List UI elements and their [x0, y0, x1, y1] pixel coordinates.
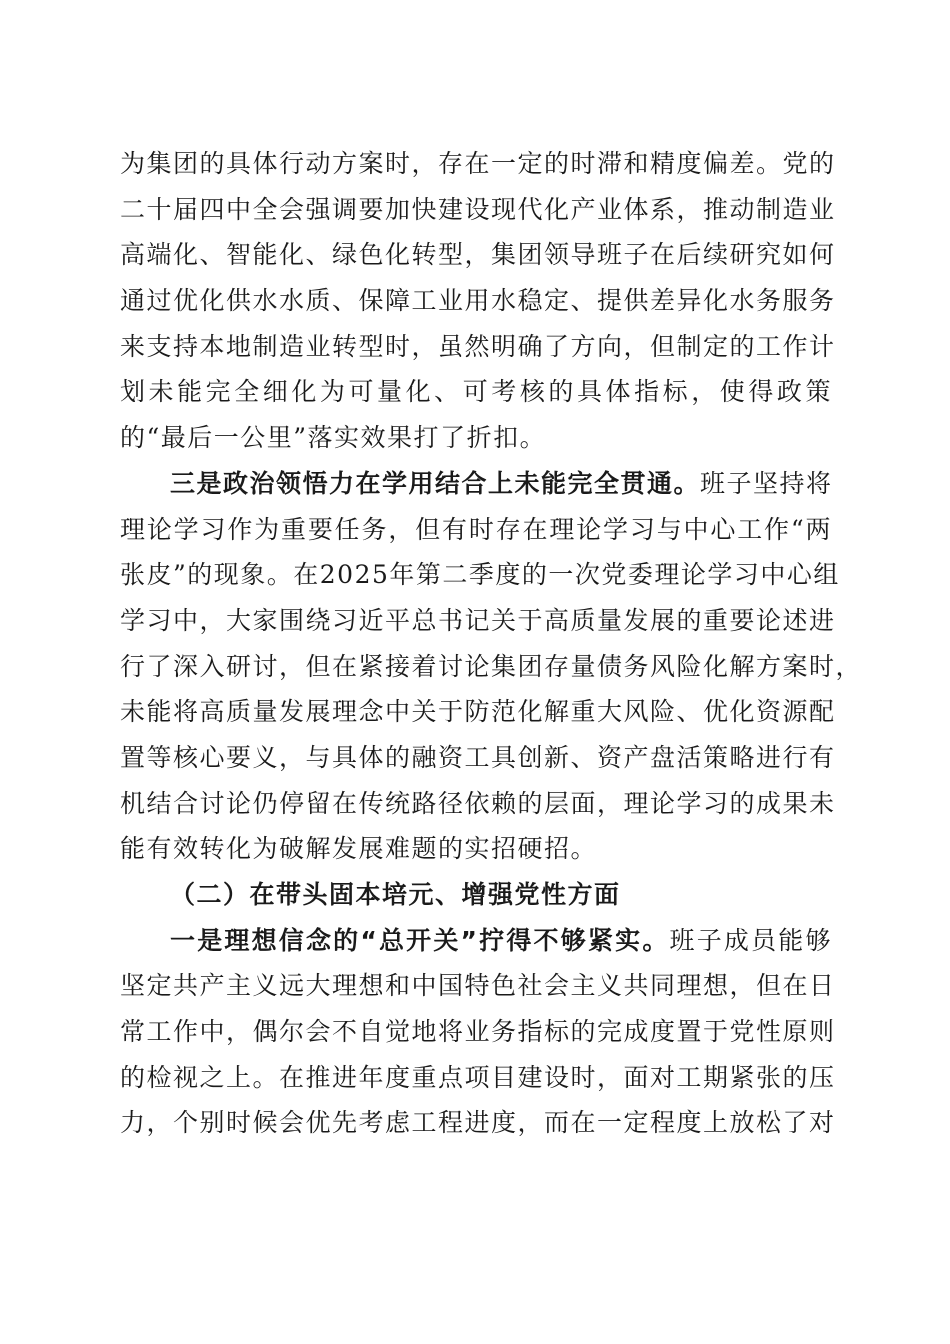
text-line: 张皮”的现象。在2025年第二季度的一次党委理论学习中心组 — [120, 560, 840, 590]
text-line: 机结合讨论仍停留在传统路径依赖的层面，理论学习的成果未 — [120, 788, 836, 818]
text-line: 理论学习作为重要任务，但有时存在理论学习与中心工作“两 — [120, 514, 832, 544]
text-line: 坚定共产主义远大理想和中国特色社会主义共同理想，但在日 — [120, 971, 836, 1001]
paragraph-3 — [120, 918, 836, 1146]
paragraph-lead-line — [120, 918, 832, 964]
text-line: 力，个别时候会优先考虑工程进度，而在一定程度上放松了对 — [120, 1108, 836, 1138]
text-line: 来支持本地制造业转型时，虽然明确了方向，但制定的工作计 — [120, 331, 836, 361]
text-line: 二十届四中全会强调要加快建设现代化产业体系，推动制造业 — [120, 194, 836, 224]
text-line: 通过优化供水水质、保障工业用水稳定、提供差异化水务服务 — [120, 286, 836, 316]
text-line: 学习中，大家围绕习近平总书记关于高质量发展的重要论述进 — [120, 605, 836, 635]
paragraph-lead-rest: 班子成员能够 — [669, 925, 832, 955]
document-body — [120, 141, 863, 1146]
section-heading: （二）在带头固本培元、增强党性方面 — [170, 880, 621, 909]
text-line: 的检视之上。在推进年度重点项目建设时，面对工期紧张的压 — [120, 1062, 836, 1092]
text-line: 高端化、智能化、绿色化转型，集团领导班子在后续研究如何 — [120, 240, 836, 270]
paragraph-lead-bold: 三是政治领悟力在学用结合上未能完全贯通。 — [170, 468, 701, 498]
paragraph-lead-bold: 一是理想信念的“总开关”拧得不够紧实。 — [170, 925, 670, 955]
text-line: 行了深入研讨，但在紧接着讨论集团存量债务风险化解方案时， — [120, 651, 863, 681]
text-line: 常工作中，偶尔会不自觉地将业务指标的完成度置于党性原则 — [120, 1017, 836, 1047]
text-line: 为集团的具体行动方案时，存在一定的时滞和精度偏差。党的 — [120, 149, 836, 178]
text-line: 划未能完全细化为可量化、可考核的具体指标，使得政策 — [120, 377, 832, 407]
paragraph-1 — [120, 141, 836, 461]
paragraph-2 — [120, 461, 863, 872]
paragraph-lead-line — [120, 461, 832, 507]
text-line: 未能将高质量发展理念中关于防范化解重大风险、优化资源配 — [120, 697, 836, 727]
paragraph-lead-rest: 班子坚持将 — [700, 468, 833, 498]
text-line: 置等核心要义，与具体的融资工具创新、资产盘活策略进行有 — [120, 742, 836, 772]
text-line: 的“最后一公里”落实效果打了折扣。 — [120, 423, 547, 453]
text-line: 能有效转化为破解发展难题的实招硬招。 — [120, 834, 598, 864]
